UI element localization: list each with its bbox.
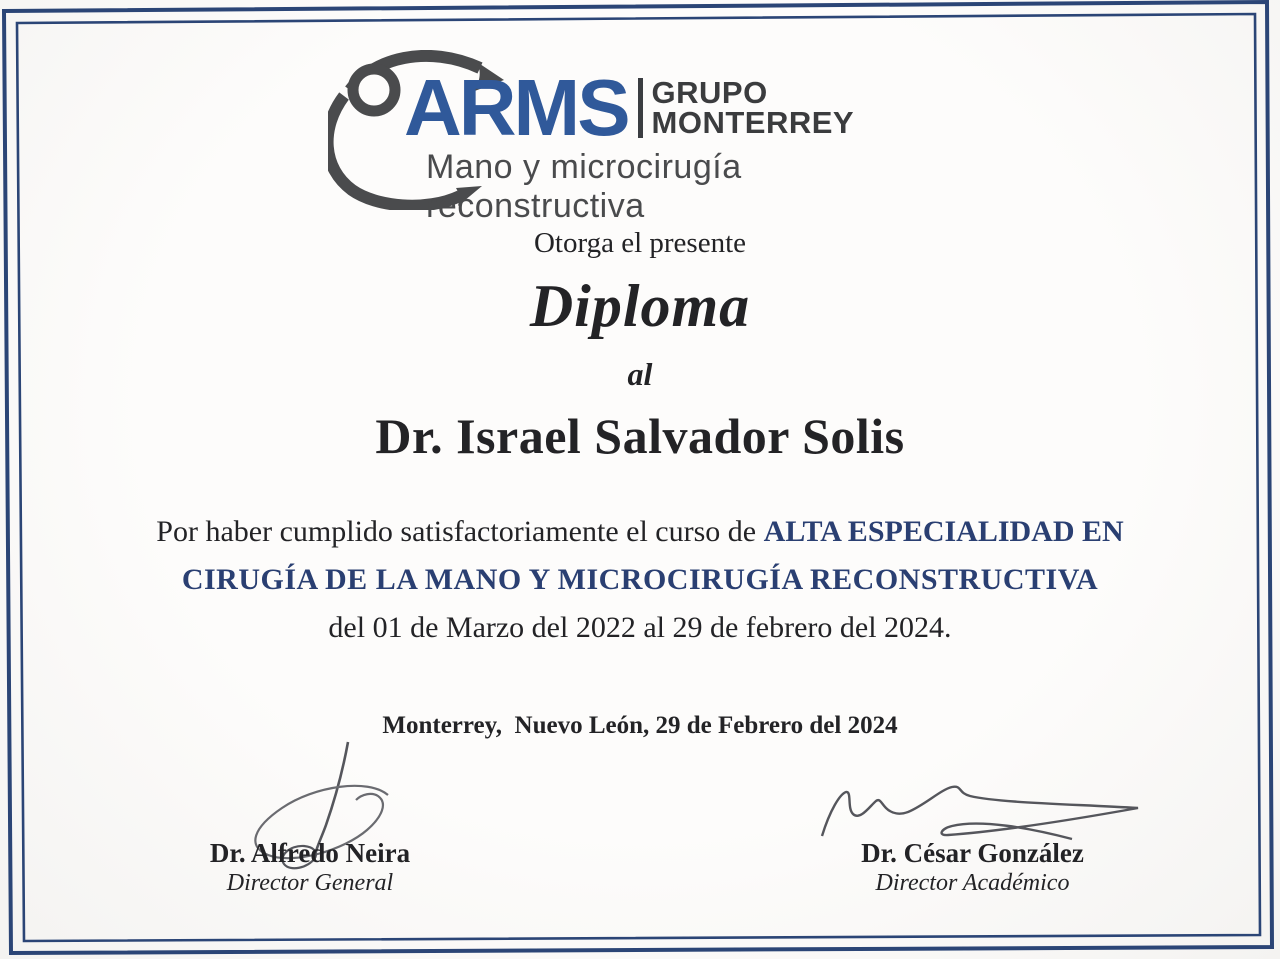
course-period: del 01 de Marzo del 2022 al 29 de febrero del 2024. bbox=[328, 611, 952, 644]
signer-name: Dr. Alfredo Neira bbox=[209, 838, 411, 868]
signer-title: Director Académico bbox=[875, 870, 1070, 896]
presents-line: Otorga el presente bbox=[533, 227, 747, 259]
signer-title: Director General bbox=[226, 870, 394, 896]
course-paragraph-line1 bbox=[70, 508, 1210, 556]
logo-grupo-line: GRUPO bbox=[651, 74, 768, 110]
logo-group-name bbox=[651, 74, 855, 140]
signature-block-general bbox=[140, 838, 480, 897]
logo-arms-wordmark: ARMS bbox=[404, 63, 628, 152]
course-paragraph bbox=[70, 508, 1210, 652]
arms-logo bbox=[328, 44, 968, 225]
course-name-part2: CIRUGÍA DE LA MANO Y MICROCIRUGÍA RECONSTRUCTIVA bbox=[181, 563, 1099, 596]
signer-name: Dr. César González bbox=[861, 838, 1084, 868]
logo-text bbox=[404, 63, 968, 226]
logo-tagline: Mano y microcirugía reconstructiva bbox=[426, 148, 742, 225]
recipient-name: Dr. Israel Salvador Solis bbox=[375, 408, 905, 464]
diploma-title: Diploma bbox=[529, 273, 751, 339]
place-date-line: Monterrey, Nuevo León, 29 de Febrero del 2024 bbox=[382, 712, 898, 739]
logo-monterrey-line: MONTERREY bbox=[651, 105, 855, 140]
paragraph-prefix: Por haber cumplido satisfactoriamente el curso de bbox=[156, 515, 764, 548]
signature-block-academic bbox=[775, 838, 1170, 897]
to-word: al bbox=[627, 356, 653, 392]
logo-divider bbox=[638, 78, 643, 138]
course-name-part1: ALTA ESPECIALIDAD EN bbox=[763, 515, 1124, 548]
